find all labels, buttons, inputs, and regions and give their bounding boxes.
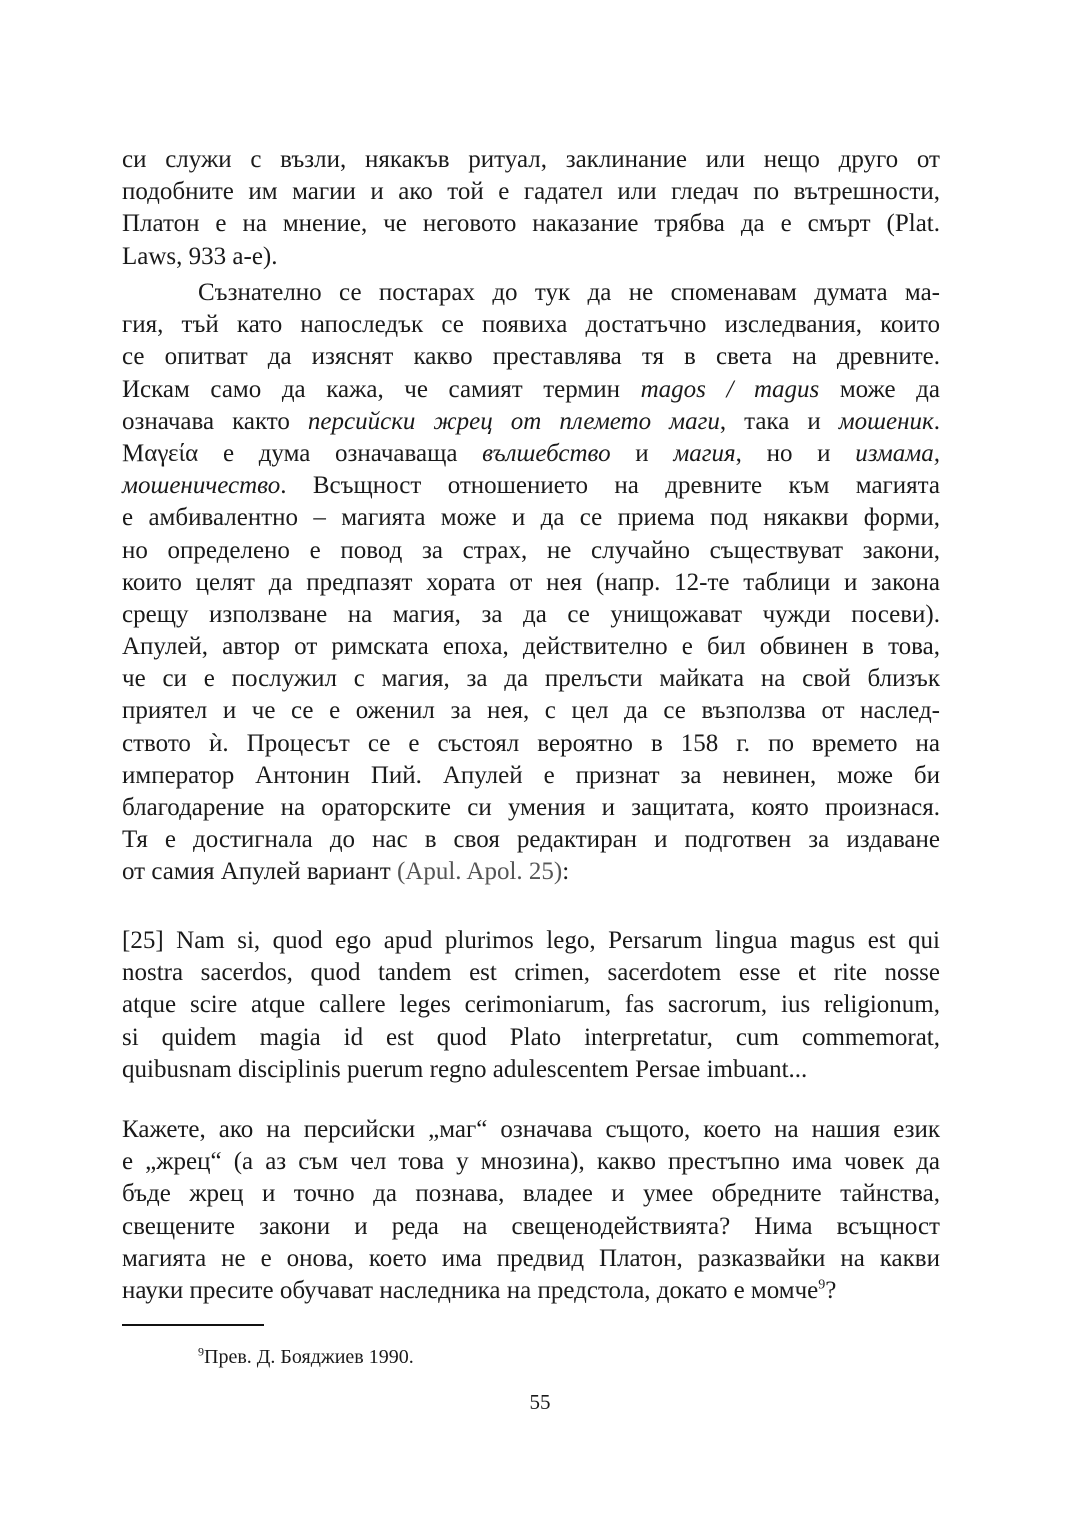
italic-term: магия (673, 439, 736, 467)
text-line (122, 1146, 940, 1178)
footnote-text: Прев. Д. Бояджиев 1990. (204, 1346, 414, 1368)
text-line (122, 824, 940, 856)
page-number: 55 (529, 1390, 551, 1414)
text-line (122, 1178, 940, 1210)
text-segment: : (562, 858, 570, 886)
text-segment: е „жрец“ (а аз съм чел това у мнозина), какво престъпно има човек да (122, 1148, 940, 1176)
text-line (122, 470, 940, 502)
italic-term: мошеничество (122, 472, 281, 500)
text-segment: може да (819, 375, 940, 403)
text-segment: , но и (735, 439, 856, 467)
text-line (122, 1022, 940, 1054)
text-line (122, 792, 940, 824)
text-line (122, 374, 940, 406)
text-segment: Апулей, автор от римската епоха, действително е бил обвинен в това, (122, 633, 940, 661)
text-segment: от самия Апулей вариант (122, 858, 397, 886)
text-segment: [25] Nam si, quod ego apud plurimos lego, Persarum lingua magus est qui (122, 927, 940, 954)
text-line (122, 502, 940, 534)
text-segment: Искам само да кажа, че самият термин (122, 375, 641, 403)
italic-term: измама, (855, 439, 940, 467)
italic-term: персийски жрец от племето маги (307, 407, 720, 435)
text-segment: . Всъщност отношението на древните към магията (280, 472, 940, 500)
footnote-marker: 9 (198, 1344, 204, 1359)
italic-term: вълшебство (482, 439, 611, 467)
text-segment: но определено е повод за страх, не случайно съществуват закони, (122, 536, 940, 564)
text-line (122, 277, 940, 309)
text-line (122, 406, 940, 438)
text-segment: ? (825, 1276, 837, 1304)
text-line (122, 144, 940, 176)
text-line (122, 989, 940, 1021)
paragraph-plato-laws (122, 144, 940, 273)
footnote (198, 1346, 414, 1369)
italic-term: мошеник (838, 407, 934, 435)
text-line (122, 241, 940, 273)
text-segment: ството ѝ. Процесът се е състоял вероятно в 158 г. по времето на (122, 729, 940, 757)
text-segment: Laws, 933 а-е). (122, 242, 278, 270)
text-line (122, 1275, 940, 1307)
text-line (122, 631, 940, 663)
text-line (122, 309, 940, 341)
text-line (122, 1243, 940, 1275)
text-line (122, 663, 940, 695)
text-line (122, 728, 940, 760)
footnote-reference: 9 (818, 1277, 826, 1293)
text-line (122, 176, 940, 208)
text-line (122, 341, 940, 373)
text-segment: е амбивалентно – магията може и да се приема под някакви форми, (122, 504, 940, 532)
text-segment: които целят да предпазят хората от нея (напр. 12-те таблици и закона (122, 568, 940, 596)
text-line (122, 1054, 940, 1086)
text-segment: се опитват да изяснят какво преставлява тя в света на древните. (122, 343, 940, 371)
text-segment: Тя е достигнала до нас в своя редактиран и подготвен за издаване (122, 826, 940, 854)
latin-quotation (122, 925, 940, 1086)
text-line (122, 438, 940, 470)
text-segment: благодарение на ораторските си умения и защитата, която произнася. (122, 794, 940, 821)
footnote-separator (122, 1324, 264, 1326)
text-line (122, 208, 940, 240)
paragraph-translation (122, 1114, 940, 1307)
text-segment: Съзнателно се постарах до тук да не споменавам думата ма- (198, 279, 940, 306)
text-segment: quibusnam disciplinis puerum regno adulescentem Persae imbuant... (122, 1055, 808, 1083)
text-segment: , така и (719, 407, 839, 435)
text-line (122, 1114, 940, 1146)
text-line (122, 567, 940, 599)
text-segment: и (610, 439, 674, 467)
text-line (122, 957, 940, 989)
text-segment: Платон е на мнение, че неговото наказание трябва да е смърт (Plat. (122, 210, 940, 238)
text-segment: че си е послужил с магия, за да прелъсти майката на свой близък (122, 665, 940, 693)
text-line (122, 695, 940, 727)
text-line (122, 535, 940, 567)
text-segment: nostra sacerdos, quod tandem est crimen, sacerdotem esse et rite nosse (122, 959, 940, 987)
text-segment: Μαγεία е дума означаваща (122, 439, 483, 467)
text-segment: свещените закони и реда на свещенодействията? Нима всъщност (122, 1212, 940, 1240)
text-segment: подобните им магии и ако той е гадател или гледач по вътрешности, (122, 178, 940, 206)
text-segment: науки пресите обучават наследника на предстола, докато е момче (122, 1276, 819, 1304)
text-line (122, 856, 940, 888)
text-line (122, 925, 940, 957)
paragraph-magic-apuleius (122, 277, 940, 889)
text-line (122, 760, 940, 792)
text-segment: бъде жрец и точно да познава, владее и умее обредните тайнства, (122, 1180, 940, 1208)
italic-term: magos / magus (640, 375, 820, 403)
text-line (122, 1211, 940, 1243)
text-segment: означава както (122, 407, 308, 435)
text-segment: гия, тъй като напоследък се появиха достатъчно изследвания, които (122, 311, 940, 339)
text-segment: срещу използване на магия, за да се унищожават чужди посеви). (122, 600, 940, 628)
text-segment: император Антонин Пий. Апулей е признат за невинен, може би (122, 761, 940, 789)
text-line (122, 599, 940, 631)
text-segment: (Apul. Apol. 25) (396, 858, 563, 886)
text-segment: си служи с възли, някакъв ритуал, заклинание или нещо друго от (122, 146, 940, 173)
text-segment: Кажете, ако на персийски „маг“ означава същото, което на нашия език (122, 1116, 940, 1143)
text-segment: atque scire atque callere leges cerimoniarum, fas sacrorum, ius religionum, (122, 991, 940, 1019)
text-segment: si quidem magia id est quod Plato interpretatur, cum commemorat, (122, 1023, 940, 1051)
text-segment: магията не е онова, което има предвид Платон, разказвайки на какви (122, 1244, 940, 1272)
text-segment: приятел и че се е оженил за нея, с цел да се възползва от наслед- (122, 697, 940, 725)
text-segment: . (933, 407, 940, 435)
